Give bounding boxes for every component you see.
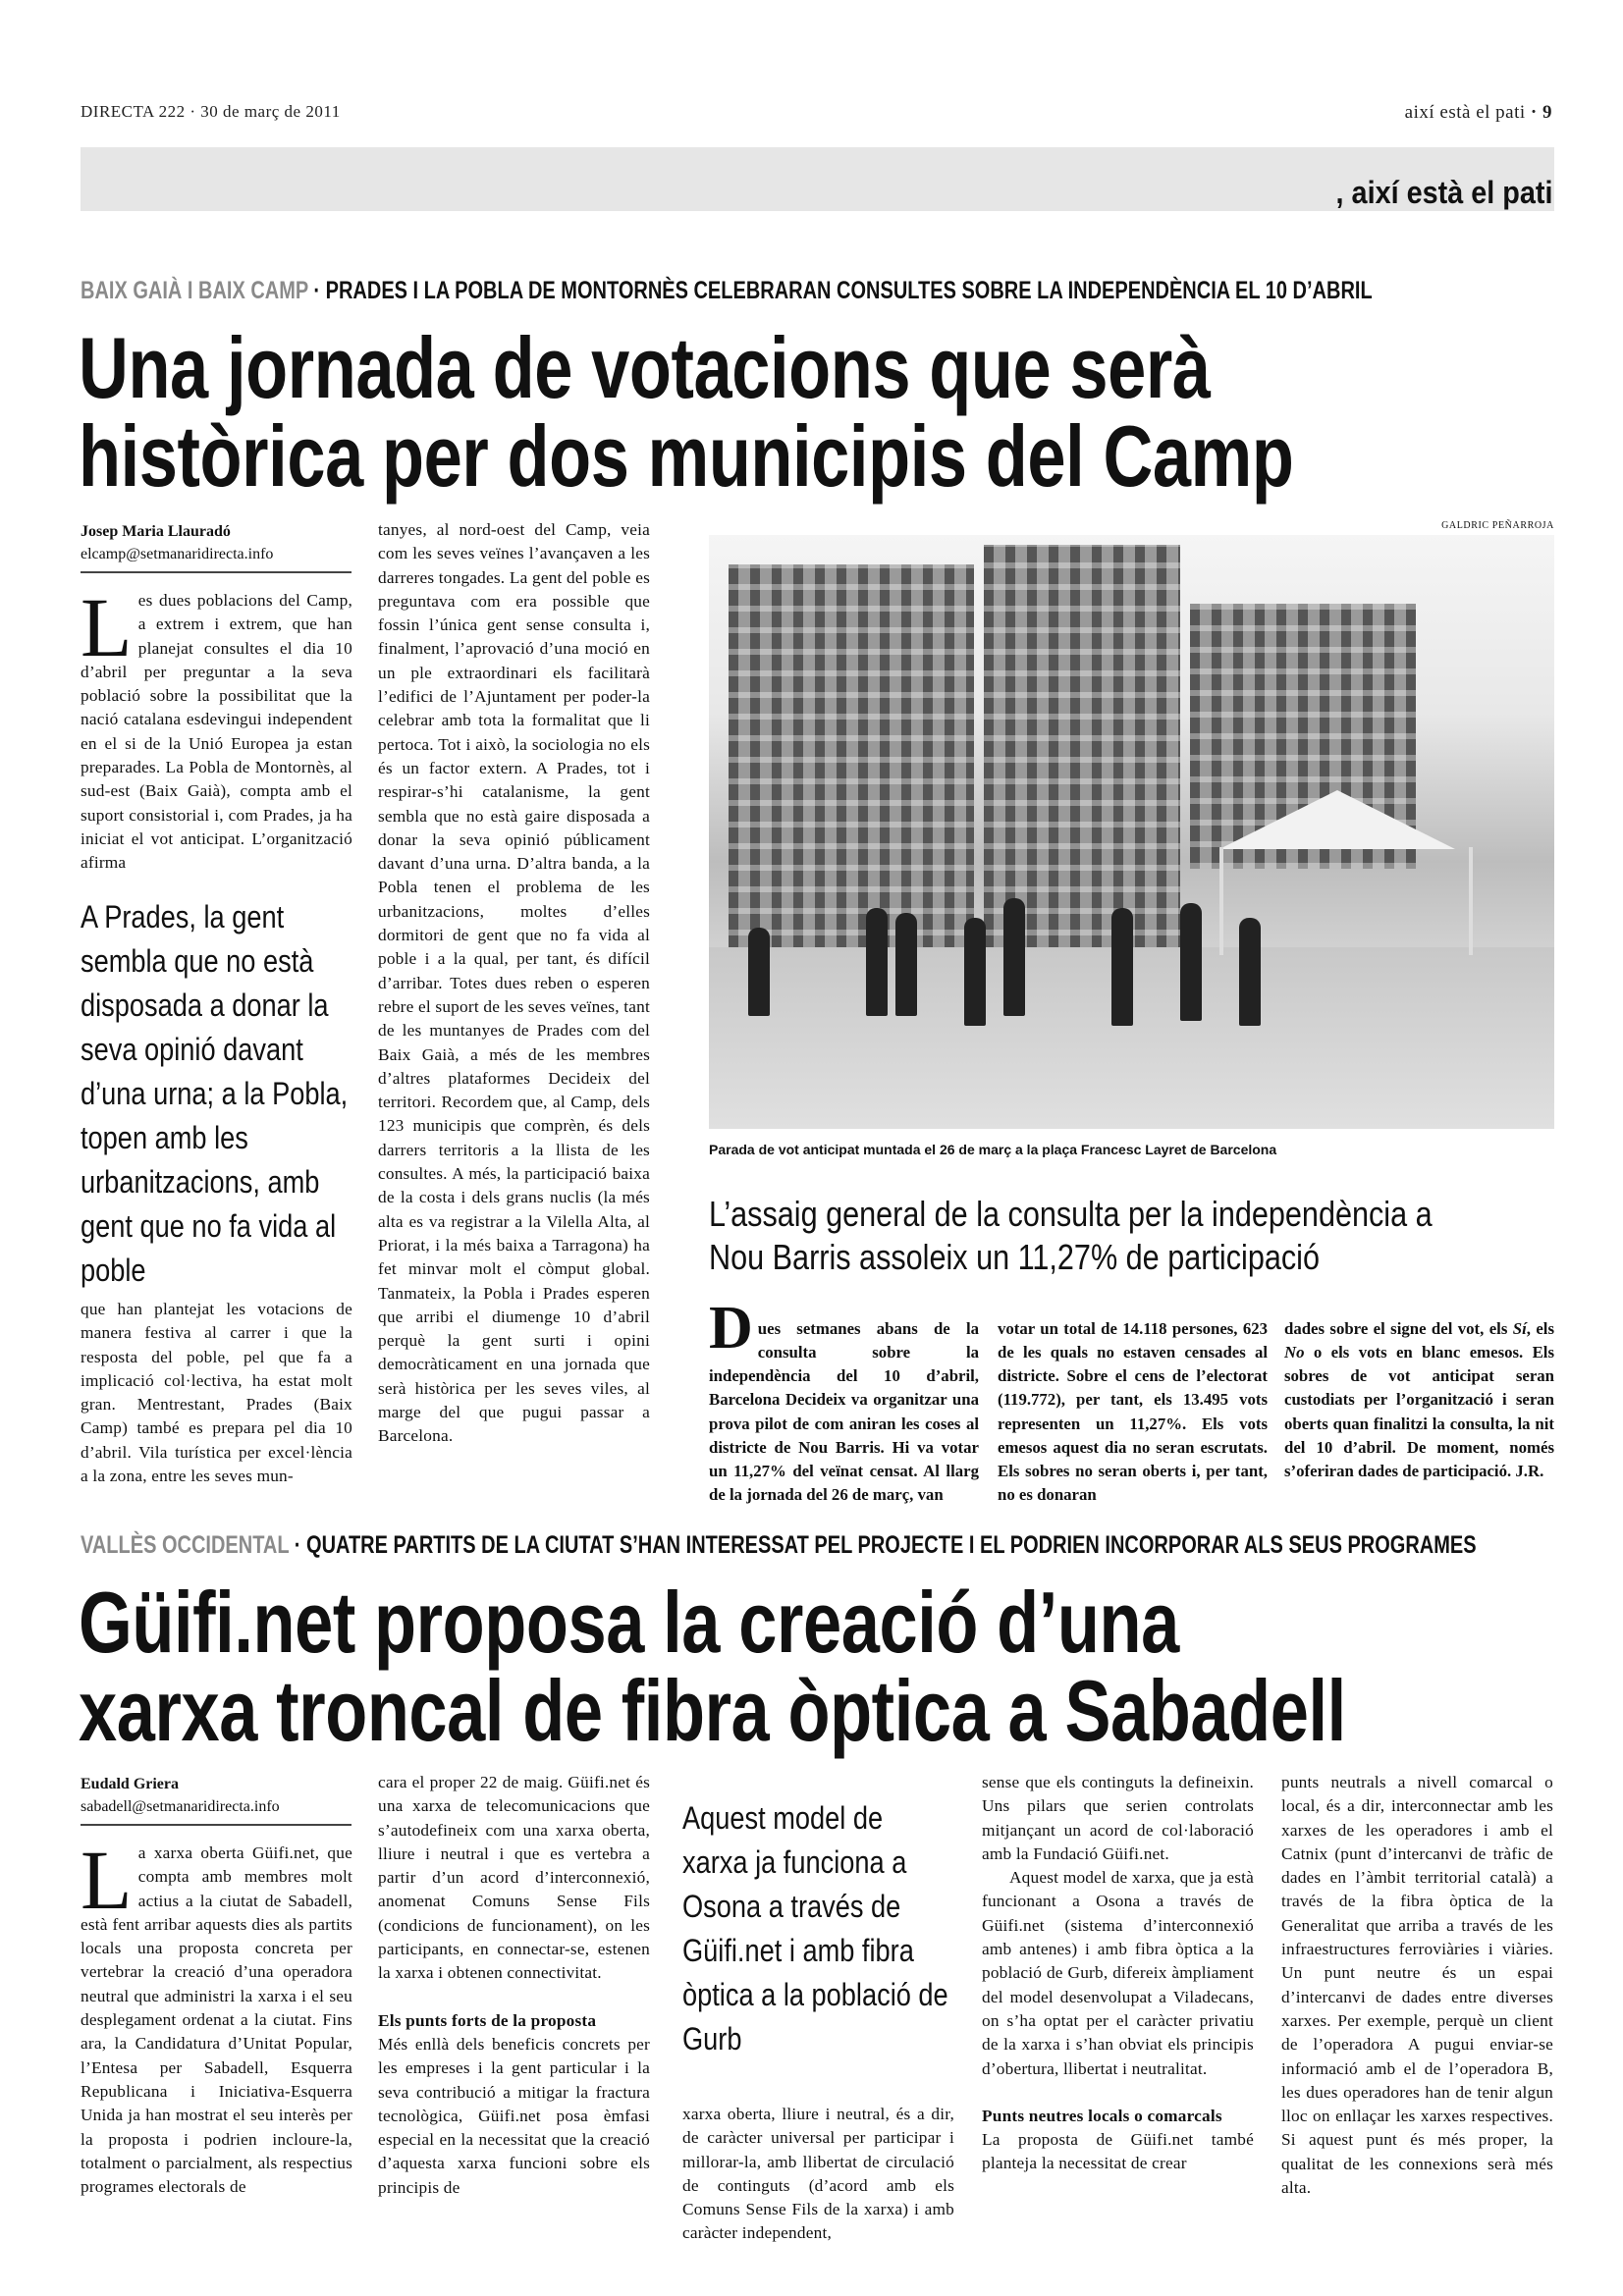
page-number: 9 xyxy=(1542,102,1552,123)
article2-col1 xyxy=(81,1833,352,2199)
photo-person xyxy=(1111,908,1133,1026)
folio-separator: · xyxy=(1525,102,1542,123)
article2-col4 xyxy=(982,1771,1254,2176)
drop-cap: L xyxy=(81,1833,133,1927)
folio-issue-date: DIRECTA 222 · 30 de març de 2011 xyxy=(81,102,341,121)
article1-headline xyxy=(79,319,1294,505)
photo-person xyxy=(748,928,770,1016)
article2-kicker xyxy=(81,1531,1477,1560)
headline-line: Una jornada de votacions que serà xyxy=(79,319,1211,416)
sidebar-col2 xyxy=(998,1301,1268,1523)
body-text: a xarxa oberta Güifi.net, que compta amb membres molt actius a la ciutat de Sabadell, està fent arribar aquests dies als partits locals una proposta concreta per vertebrar la creació d’una operadora neutral que administri la xarxa i el seu desplegament ordenat a la ciutat. Fins ara, la Candidatura d’Unitat Popular, l’Entesa per Sabadell, Esquerra Republicana i Iniciativa-Esquerra Unida ja han mostrat el seu interès per la proposta i podrien incloure-la, totalment o parcialment, als respectius programes electorals de xyxy=(81,1843,352,2197)
text-run: dades sobre el signe del vot, els xyxy=(1284,1318,1513,1338)
article1-byline xyxy=(81,520,352,573)
author-email[interactable]: elcamp@setmanaridirecta.info xyxy=(81,546,274,562)
headline-line: històrica per dos municipis del Camp xyxy=(79,407,1294,505)
body-text: tanyes, al nord-oest del Camp, veia com les seves veïnes l’avançaven a les darreres tongades. La gent del poble es preguntava com era possible que fossin l’única gent sense consulta i, finalment, l’aprovació d’una moció en un ple extraordinari els facilitarà l’edifici de l’Ajuntament per poder-la celebrar amb tota la formalitat que li pertoca. Tot i això, la sociologia no els és un factor extern. A Prades, tot i respirar-s’hi catalanisme, la gent sembla que no està gaire disposada a donar la seva opinió públicament davant d’una urna. D’altra banda, a la Pobla tenen el problema de les urbanitzacions, moltes d’elles dormitori de gent que no fa vida al poble i a la qual, per tant, és difícil d’arribar. Totes dues reben o esperen rebre el suport de les seves veïnes, tant de les muntanyes de Prades com del Baix Gaià, a més de les membres d’altres plataformes Decideix del territori. Recordem que, al Camp, dels 123 municipis que comprèn, és dels darrers territoris a la llista de les consultes. A més, la participació baixa de la costa i dels grans nuclis (la més alta es va registrar a la Vilella Alta, al Priorat, i la més baixa a Tarragona) ha fet minvar molt el còmput global. Tanmateix, la Pobla i Prades esperen que arribi el diumenge 10 d’abril perquè la gent surti i opini democràticament en una jornada que serà històrica per les seves viles, al marge del que pugui passar a Barcelona. xyxy=(378,520,650,1446)
author-email[interactable]: sabadell@setmanaridirecta.info xyxy=(81,1798,280,1815)
body-text: punts neutrals a nivell comarcal o local, és a dir, interconnectar amb les xarxes de les operadores i amb el Catnix (punt d’intercanvi de tràfic de dades en l’àmbit territorial català) a través de la fibra òptica de la Generalitat que arriba a través de les infraestructures ferroviàries i viàries. Un punt neutre és un espai d’intercanvi de dades entre diverses xarxes. Per exemple, perquè un client de l’operadora A pugui enviar-se informació amb el de l’operadora B, les dues operadores han de tenir algun lloc on enllaçar les xarxes respectives. Si aquest punt és més proper, la qualitat de les connexions serà més alta. xyxy=(1281,1773,1553,2198)
section-name: així està el pati xyxy=(1404,102,1526,123)
subheading: Punts neutres locals o comarcals xyxy=(982,2106,1222,2125)
photo-person xyxy=(1239,918,1261,1026)
article2-headline xyxy=(79,1574,1346,1759)
article2-col2 xyxy=(378,1771,650,2200)
headline-line: xarxa troncal de fibra òptica a Sabadell xyxy=(79,1662,1346,1759)
photo-voting-stand xyxy=(709,535,1554,1129)
italic-no: No xyxy=(1284,1343,1305,1362)
article2-col3 xyxy=(682,2103,954,2246)
kicker-text: · QUATRE PARTITS DE LA CIUTAT S’HAN INTERESSAT PEL PROJECTE I EL PODRIEN INCORPORAR ALS SEUS PROGRAMES xyxy=(289,1531,1477,1559)
article1-col1-bottom xyxy=(81,1298,352,1488)
body-text: xarxa oberta, lliure i neutral, és a dir, de caràcter universal per participar i millorar-la, amb llibertat de circulació de continguts (d’acord amb els Comuns Sense Fils de la xarxa) i amb caràcter independent, xyxy=(682,2105,954,2243)
photo-credit: GALDRIC PEÑARROJA xyxy=(1441,520,1554,531)
article1-col1-top xyxy=(81,580,352,876)
body-text xyxy=(1284,1317,1554,1483)
article1-kicker xyxy=(81,277,1373,305)
body-text: votar un total de 14.118 persones, 623 de les quals no estaven censades al districte. Sobre el cens de l’electorat (119.772), per tant, els 13.495 vots representen un 11,27%. Els vots emesos aquest dia no seran escrutats. Els sobres no seran oberts i, per tant, no es donaran xyxy=(998,1318,1268,1505)
drop-cap: L xyxy=(81,580,133,674)
photo-person xyxy=(1003,898,1025,1016)
folio-section xyxy=(1405,102,1552,124)
article2-col5 xyxy=(1281,1771,1553,2200)
kicker-text: · PRADES I LA POBLA DE MONTORNÈS CELEBRARAN CONSULTES SOBRE LA INDEPENDÈNCIA EL 10 D’ABRIL xyxy=(307,277,1373,304)
article1-pull-quote: A Prades, la gent sembla que no està disposada a donar la seva opinió davant d’una urna; a la Pobla, topen amb les urbanitzacions, amb gent que no fa vida al poble xyxy=(81,899,349,1288)
article2-byline xyxy=(81,1773,352,1826)
headline-line: Güifi.net proposa la creació d’una xyxy=(79,1574,1179,1671)
body-text: cara el proper 22 de maig. Güifi.net és una xarxa de telecomunicacions que s’autodefineix com una xarxa oberta, lliure i neutral i que es vertebra a partir d’un acord d’interconnexió, anomenat Comuns Sense Fils (condicions de funcionament), on les participants, en connectar-se, estenen la xarxa i obtenen connectivitat. xyxy=(378,1773,650,1983)
body-text: sense que els continguts la defineixin. Uns pilars que serien controlats mitjançant un acord de col·laboració amb la Fundació Güifi.net. xyxy=(982,1773,1254,1863)
photo-person xyxy=(964,918,986,1026)
italic-yes: Sí xyxy=(1512,1318,1527,1338)
body-text: que han plantejat les votacions de manera festiva al carrer i que la resposta del poble, pel que fa a implicació col·lectiva, ha estat molt gran. Mentrestant, Prades (Baix Camp) també es prepara pel dia 10 d’abril. Vila turística per excel·lència a la zona, entre les seves mun- xyxy=(81,1300,352,1486)
photo-person xyxy=(895,913,917,1016)
sidebar-headline: L’assaig general de la consulta per la independència a Nou Barris assoleix un 11,27% de participació xyxy=(709,1194,1433,1277)
text-run: , els xyxy=(1526,1318,1554,1338)
article1-col2 xyxy=(378,518,650,1449)
text-run: o els vots en blanc emesos. Els sobres de vot anticipat seran custodiats per l’organització i seran oberts quan finalitzi la consulta, la nit del 10 d’abril. De moment, només s’oferiran dades de participació. J.R. xyxy=(1284,1343,1554,1481)
subheading: Els punts forts de la proposta xyxy=(378,2010,597,2030)
author-name: Josep Maria Llauradó xyxy=(81,523,231,540)
kicker-region: VALLÈS OCCIDENTAL xyxy=(81,1531,290,1559)
photo-building xyxy=(984,545,1180,957)
section-title: , així està el pati xyxy=(1335,175,1552,210)
body-text: es dues poblacions del Camp, a extrem i extrem, que han planejat consultes el dia 10 d’abril per preguntar a la seva població sobre la possibilitat que la nació catalana esdevingui independent en el si de la Unió Europea ja estan preparades. La Pobla de Montornès, al sud-est (Baix Gaià), compta amb el suport consistorial i, com Prades, ja ha iniciat el vot anticipat. L’organització afirma xyxy=(81,591,352,873)
photo-person xyxy=(866,908,888,1016)
body-text: Aquest model de xarxa, que ja està funcionant a Osona a través de Güifi.net (sistema d’interconnexió amb antenes) i amb fibra òptica a la població de Gurb, difereix àmpliament del model desenvolupat a Viladecans, on s’ha optat per el caràcter privatiu de la xarxa i s’han obviat els principis d’obertura, llibertat i neutralitat. xyxy=(982,1868,1254,2078)
sidebar-col1 xyxy=(709,1295,979,1523)
kicker-region: BAIX GAIÀ I BAIX CAMP xyxy=(81,277,308,304)
body-text: Més enllà dels beneficis concrets per les empreses i la gent particular i la seva contribució a mitigar la fractura tecnològica, Güifi.net posa èmfasi especial en la necessitat que la creació d’aquesta xarxa funcioni sobre els principis de xyxy=(378,2034,650,2197)
author-name: Eudald Griera xyxy=(81,1776,180,1792)
photo-building xyxy=(729,564,974,957)
section-band xyxy=(81,147,1554,211)
drop-cap: D xyxy=(709,1295,753,1362)
photo-person xyxy=(1180,903,1202,1021)
body-text: La proposta de Güifi.net també planteja la necessitat de crear xyxy=(982,2130,1254,2173)
photo-caption: Parada de vot anticipat muntada el 26 de març a la plaça Francesc Layret de Barcelona xyxy=(709,1142,1277,1157)
body-text: ues setmanes abans de la consulta sobre la independència del 10 d’abril, Barcelona Decideix va organitzar una prova pilot de com aniran les coses al districte de Nou Barris. Hi va votar un 11,27% del veïnat censat. Al llarg de la jornada del 26 de març, van xyxy=(709,1318,979,1505)
sidebar-col3 xyxy=(1284,1301,1554,1500)
article2-pull-quote: Aquest model de xarxa ja funciona a Osona a través de Güifi.net i amb fibra òptica a la població de Gurb xyxy=(682,1800,948,2056)
